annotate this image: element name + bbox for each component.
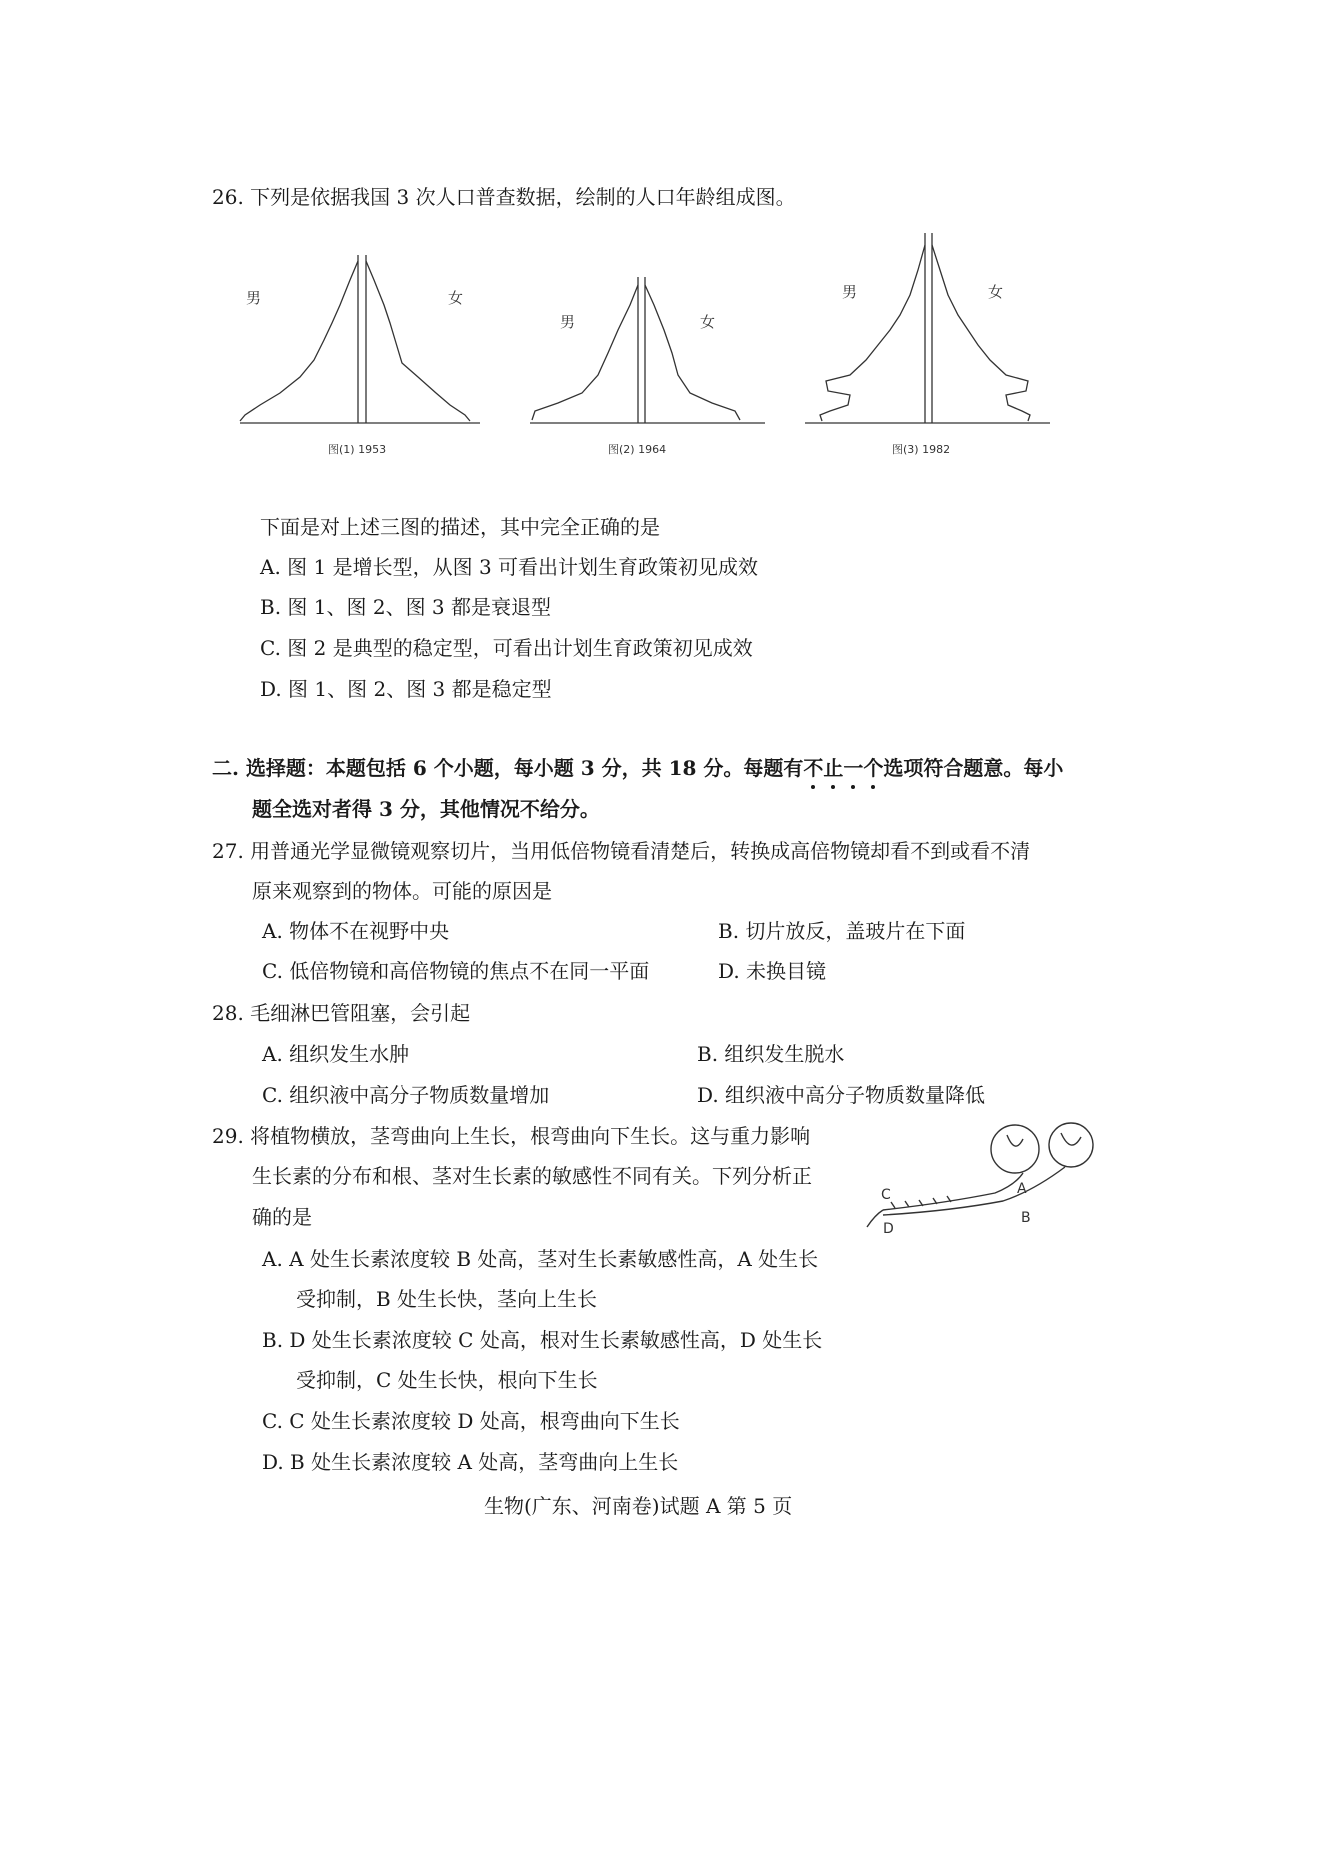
q26-prompt: 下面是对上述三图的描述，其中完全正确的是 bbox=[260, 515, 660, 539]
plant-label-a: A bbox=[1017, 1181, 1027, 1197]
q27-stem-line2: 原来观察到的物体。可能的原因是 bbox=[252, 879, 552, 903]
plant-label-c: C bbox=[881, 1187, 891, 1203]
q28-stem: 28. 毛细淋巴管阻塞，会引起 bbox=[212, 1001, 471, 1025]
pyramid-3-caption: 图(3) 1982 bbox=[892, 443, 951, 456]
section2-heading-line1 bbox=[212, 754, 1063, 782]
q29-option-a-line1: A. A 处生长素浓度较 B 处高，茎对生长素敏感性高，A 处生长 bbox=[262, 1247, 819, 1271]
pyramid-1953 bbox=[240, 255, 480, 456]
section2-heading-a: 二. 选择题：本题包括 6 个小题，每小题 3 分，共 18 分。每题有 bbox=[212, 756, 804, 780]
section2-heading-b: 选项符合题意。每小 bbox=[883, 756, 1064, 780]
q28-option-b: B. 组织发生脱水 bbox=[697, 1042, 845, 1066]
emphasis-char: 一 bbox=[843, 756, 864, 780]
pyramid-2-caption: 图(2) 1964 bbox=[608, 443, 667, 456]
q29-stem-line3: 确的是 bbox=[252, 1205, 312, 1229]
q28-option-c: C. 组织液中高分子物质数量增加 bbox=[262, 1083, 550, 1107]
q29-option-b-line2: 受抑制，C 处生长快，根向下生长 bbox=[296, 1368, 598, 1392]
q27-option-a: A. 物体不在视野中央 bbox=[262, 919, 450, 943]
pyramid-1-male-label: 男 bbox=[246, 289, 262, 307]
emphasis-char: 不 bbox=[803, 756, 824, 780]
q29-option-a-line2: 受抑制，B 处生长快，茎向上生长 bbox=[296, 1287, 598, 1311]
q28-option-d: D. 组织液中高分子物质数量降低 bbox=[697, 1083, 986, 1107]
q27-stem-line1: 27. 用普通光学显微镜观察切片，当用低倍物镜看清楚后，转换成高倍物镜却看不到或看不清 bbox=[212, 839, 1031, 863]
pyramid-1-female-label: 女 bbox=[448, 289, 464, 307]
q27-option-c: C. 低倍物镜和高倍物镜的焦点不在同一平面 bbox=[262, 959, 650, 983]
q26-option-a: A. 图 1 是增长型，从图 3 可看出计划生育政策初见成效 bbox=[260, 555, 759, 579]
q26-option-b: B. 图 1、图 2、图 3 都是衰退型 bbox=[260, 595, 552, 619]
section2-heading-line2: 题全选对者得 3 分，其他情况不给分。 bbox=[252, 797, 600, 821]
pyramid-1982 bbox=[805, 233, 1050, 456]
q28-option-a: A. 组织发生水肿 bbox=[262, 1042, 410, 1066]
q27-option-b: B. 切片放反，盖玻片在下面 bbox=[718, 919, 966, 943]
plant-label-b: B bbox=[1021, 1210, 1031, 1226]
q26-stem: 26. 下列是依据我国 3 次人口普查数据，绘制的人口年龄组成图。 bbox=[212, 185, 796, 209]
q27-option-d: D. 未换目镜 bbox=[718, 959, 827, 983]
horizontal-plant-figure bbox=[865, 1115, 1125, 1255]
pyramid-2-male-label: 男 bbox=[560, 313, 576, 331]
q29-stem-line1: 29. 将植物横放，茎弯曲向上生长，根弯曲向下生长。这与重力影响 bbox=[212, 1124, 811, 1148]
pyramid-1964 bbox=[530, 277, 765, 456]
q26-option-c: C. 图 2 是典型的稳定型，可看出计划生育政策初见成效 bbox=[260, 636, 753, 660]
q29-option-d: D. B 处生长素浓度较 A 处高，茎弯曲向上生长 bbox=[262, 1450, 679, 1474]
q29-stem-line2: 生长素的分布和根、茎对生长素的敏感性不同有关。下列分析正 bbox=[252, 1164, 812, 1188]
page-footer: 生物(广东、河南卷)试题 A 第 5 页 bbox=[484, 1494, 793, 1518]
plant-label-d: D bbox=[883, 1221, 894, 1237]
emphasis-char: 止 bbox=[823, 756, 844, 780]
q29-option-c: C. C 处生长素浓度较 D 处高，根弯曲向下生长 bbox=[262, 1409, 680, 1433]
q29-option-b-line1: B. D 处生长素浓度较 C 处高，根对生长素敏感性高，D 处生长 bbox=[262, 1328, 823, 1352]
pyramid-1-caption: 图(1) 1953 bbox=[328, 443, 387, 456]
pyramid-3-male-label: 男 bbox=[842, 283, 858, 301]
emphasis-char: 个 bbox=[863, 756, 884, 780]
pyramid-3-female-label: 女 bbox=[988, 283, 1004, 301]
pyramid-2-female-label: 女 bbox=[700, 313, 716, 331]
q26-option-d: D. 图 1、图 2、图 3 都是稳定型 bbox=[260, 677, 552, 701]
population-pyramids-figure bbox=[230, 225, 1110, 465]
